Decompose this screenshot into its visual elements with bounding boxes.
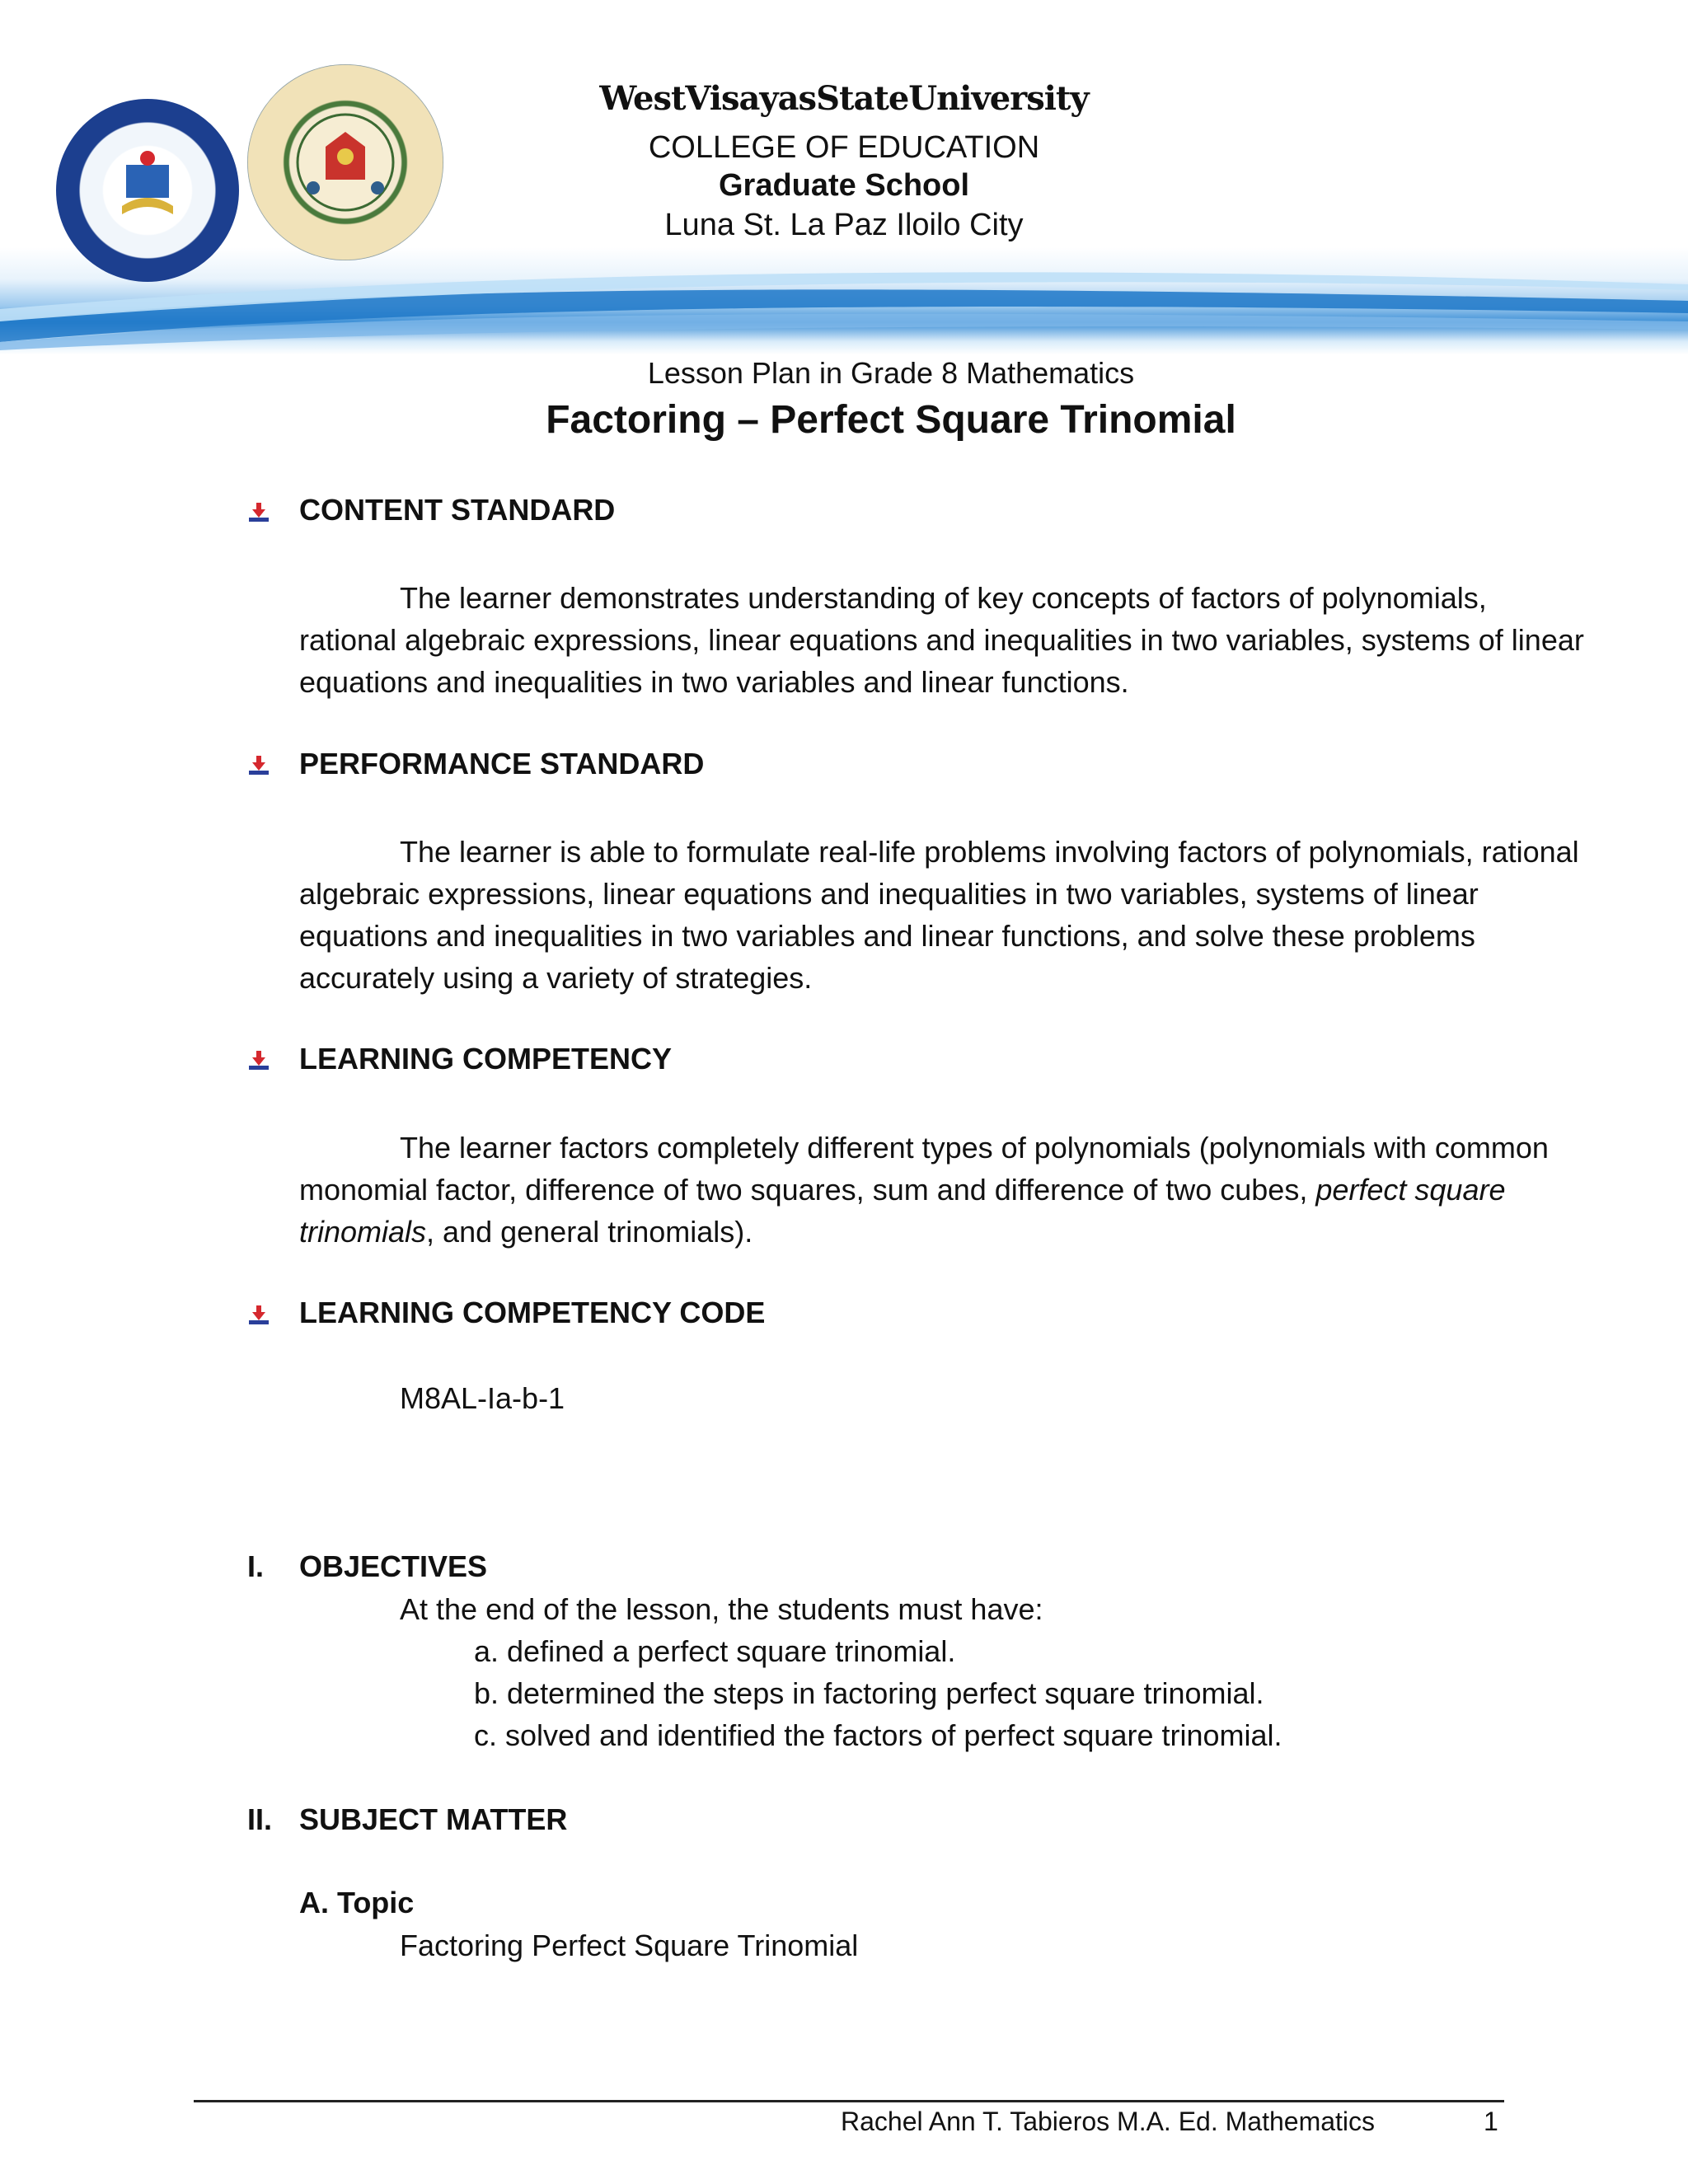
topic-label: A. Topic xyxy=(299,1886,415,1919)
lesson-subtitle: Lesson Plan in Grade 8 Mathematics xyxy=(647,356,1135,390)
objectives-intro: At the end of the lesson, the students must have: xyxy=(400,1592,1043,1626)
learning-competency-heading: LEARNING COMPETENCY xyxy=(299,1042,673,1076)
competency-text-italic: perfect square trinomials xyxy=(299,1173,1506,1249)
footer-divider xyxy=(194,2100,1504,2102)
bullet-arrow-icon xyxy=(247,1049,270,1072)
university-name: WestVisayasStateUniversity xyxy=(599,79,1089,118)
objectives-heading: OBJECTIVES xyxy=(299,1549,488,1583)
topic-text: Factoring Perfect Square Trinomial xyxy=(400,1929,859,1962)
subject-matter-number: II. xyxy=(247,1802,273,1836)
competency-code-heading: LEARNING COMPETENCY CODE xyxy=(299,1296,766,1329)
competency-text-before: The learner factors completely different types of polynomials (polynomials with common monomial factor, difference of two squares, sum and difference of two cubes, xyxy=(299,1131,1549,1207)
competency-text-after: , and general trinomials). xyxy=(426,1215,753,1249)
page-number: 1 xyxy=(1484,2107,1498,2136)
objective-item: c. solved and identified the factors of perfect square trinomial. xyxy=(474,1718,1282,1752)
learning-competency-text xyxy=(299,1127,1589,1253)
objective-item: a. defined a perfect square trinomial. xyxy=(474,1634,956,1668)
bullet-arrow-icon xyxy=(247,754,270,777)
performance-standard-heading: PERFORMANCE STANDARD xyxy=(299,747,705,780)
competency-code: M8AL-Ia-b-1 xyxy=(400,1381,565,1415)
subject-matter-heading: SUBJECT MATTER xyxy=(299,1802,568,1836)
content-standard-text: The learner demonstrates understanding of key concepts of factors of polynomials, rational algebraic expressions, linear equations and inequalities in two variables, systems of linear equations and inequalities in two variables and linear functions. xyxy=(299,581,1584,699)
performance-standard-text: The learner is able to formulate real-life problems involving factors of polynomials, rational algebraic expressions, linear equations and inequalities in two variables, systems of linear equations and inequalities in two variables and linear functions, and solve these problems accurately using a variety of strategies. xyxy=(299,835,1579,995)
footer-author: Rachel Ann T. Tabieros M.A. Ed. Mathematics xyxy=(841,2107,1376,2136)
bullet-arrow-icon xyxy=(247,1304,270,1327)
college-name: COLLEGE OF EDUCATION xyxy=(648,130,1040,165)
lesson-title: Factoring – Perfect Square Trinomial xyxy=(546,398,1236,442)
objectives-number: I. xyxy=(247,1549,265,1583)
content-standard-heading: CONTENT STANDARD xyxy=(299,493,616,527)
graduate-school-name: Graduate School xyxy=(718,168,970,203)
objective-item: b. determined the steps in factoring perfect square trinomial. xyxy=(474,1676,1264,1710)
address: Luna St. La Paz Iloilo City xyxy=(664,208,1024,242)
bullet-arrow-icon xyxy=(247,501,270,524)
header-wave-graphic xyxy=(0,264,1688,354)
